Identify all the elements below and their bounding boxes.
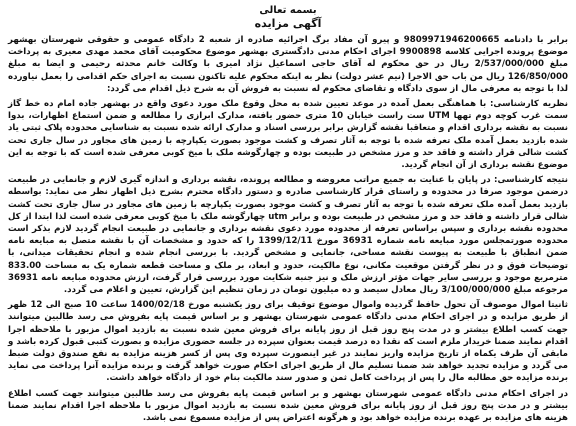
auction-terms-paragraph: ثانیتا اموال موصوف آن تحول حافظ گردیده واموال موضوع توقیف برای روز یکشنبه مورخ 1400/02/18 ساعت 10 صبح الی 12 ظهر از طریق مزایده و در اجرای احکام مدنی دادگاه عمومی شهرستان بهشهر و بر اساس قیمت پایه بفروش می رسد طالبین میتوانند جهت کسب اطلاع بیشتر و در مدت پنج روز قبل از روز پایانه برای فروش معین شده نسبت به بازدید اموال مزبور با ملاحظه اجرا اقدام نمایند ضمنا خریدار ملزم است که نقدا ده درصد قیمت بعنوان سپرده در جلسه حضوری مزایده و بصورت کتبی قبول کرده باشد و مابقی آن طرف یکماه از تاریخ مزایده واریز نمایند در غیر اینصورت سپرده وی پس از کسر هزینه مزایده به نفع صندوق دولت ضبط می گردد و مزایده تجدید خواهد شد ضمنا تسلیم مال از طریق اجرای احکام صورت خواهد گرفت و برنده مزایده آنرا پرداخت می نماید برنده مزایده حق مطالبه مال را پس از پرداخت کامل ثمن و صدور سند مالکیت بنام خود از دادگاه خواهد داشت.	[8, 300, 568, 384]
invocation-heading: بسمه تعالی	[259, 5, 317, 16]
case-paragraph: برابر با دادنامه 9809971946200665 و پیرو آن مفاد برگ اجرائیه صادره از شعبه 2 دادگاه عمومی و حقوقی شهرستان بهشهر موضوع پرونده اجرایی کلاسه 9900898 اجرای احکام مدنی دادگستری بهشهر موضوع محکومیت آقای محمد مهدی معیری به پرداخت مبلغ 2/537/000/000 ریال در حق محکوم له آقای حاجی اسماعیل نژاد امیری با وکالت خانم محدثه رحیمی و ایضا به مبلغ 126/850/000 ریال من باب حق الاجرا (نیم عشر دولت) نظر به اینکه محکوم علیه تاکنون نسبت به اجرای حکم اقدامی را بعمل نیاورده لذا با توجه به معرفی مال از سوی دادگاه و تقاضای محکوم له نسبت به فروش آن به شرح ذیل اقدام می گردد:	[8, 35, 569, 94]
expert-result-paragraph: نتیجه کارشناسی: در پایان با عنایت به جمیع مراتب معروضه و مطالعه پرونده، نقشه برداری و اندازه گیری لازم و جانمایی در طبیعت درضمن موجود صرفا در محدوده و راستای قرار کارشناسی صادره و دستور دادگاه محترم بشرح ذیل اظهار نظر می نماید: بواسطه بازدید بعمل آمده ملک تعرفه شده با توجه به آثار تصرف و کشت موجود بصورت یکپارچه با زمین های مجاور در سال جاری تحت کشت شالی قرار داشته و فاقد حد و مرز مشخص در طبیعت بوده و برابر utm چهارگوشه ملک با میخ کوبی معرفی شده است لذا ابتدا از کل محدوده نقشه برداری و سپس براساس تعرفه از محدوده مورد دعوی نقشه برداری و جانمایی در طبیعت انجام گردید لازم بذکر است محدوده صورتمجلس مورد مبایعه نامه شماره 36931 مورخ 1399/12/11 را که حدود و مشخصات آن با نقشه متصل به مبایعه نامه ضمن انطباق با طبیعت به پیوست نقشه مساحی، جانمایی و مشخص گردید. با بررسی انجام شده و انجام تحقیقات میدانی، با توضیحات فوق و در نظر گرفتن موقعیت مکانی، نوع مالکیت، حدود و ابعاد، بر ملک و مساحت قطعه شماره یک به مساحت 833.00 مترمربع موجود و بررسی سایر جهات مؤثر ارزش ملک و نیز جنبه شکایت مورد بررسی قرار گرفت، ارزش محدوده مبایعه نامه 36931 مرجوعه مبلغ 3/100/000/000 ریال معادل سیصد و ده میلیون تومان در زمان تنظیم این گزارش، تعیین و اعلام می گردد.	[8, 175, 569, 296]
notice-header	[8, 4, 568, 30]
expert-opinion-paragraph: نظریه کارشناسی: با هماهنگی بعمل آمده در موعد تعیین شده به محل وقوع ملک مورد دعوی واقع در بهشهر جاده امام ده خط گاز سمت غرب کوچه دوم تهها UTM ست راست خیابان 10 متری حضور یافته، مدارک ابرازی را مطالعه و ضمن استماع اظهارات، بدوا نسبت به نقشه برداری اقدام و متعاقبا نقشه گزارش برابر بررسی اسناد و مدارک ارائه شده نسبت به شناسایی محدوده پلاک ثبتی یاد شده بازدید بعمل آمده ملک تعرفه شده با توجه به آثار تصرف و کشت موجود بصورت یکپارچه با زمین های مجاور در سال جاری تحت کشت شالی قرار داشته و فاقد حد و مرز مشخص در طبیعت بوده و چهارگوشه ملک با میخ کوبی معرفی شده است که با توجه به این موضوع نقشه برداری از آن انجام گردید.	[8, 99, 568, 171]
notice-title: آگهی مزایده	[254, 17, 322, 30]
closing-paragraph: در اجرای احکام مدنی دادگاه عمومی شهرستان بهشهر و بر اساس قیمت پایه بفروش می رسد طالبین میتوانند جهت کسب اطلاع بیشتر و در مدت پنج روز قبل از روز پایانه برای فروش معین شده نسبت به بازدید اموال مزبور با ملاحظه اجرا اقدام نمایند ضمنا هزینه های مزایده بر عهده برنده مزایده خواهد بود و هرگونه اعتراض پس از مزایده مسموع نمی باشد.	[8, 388, 568, 424]
